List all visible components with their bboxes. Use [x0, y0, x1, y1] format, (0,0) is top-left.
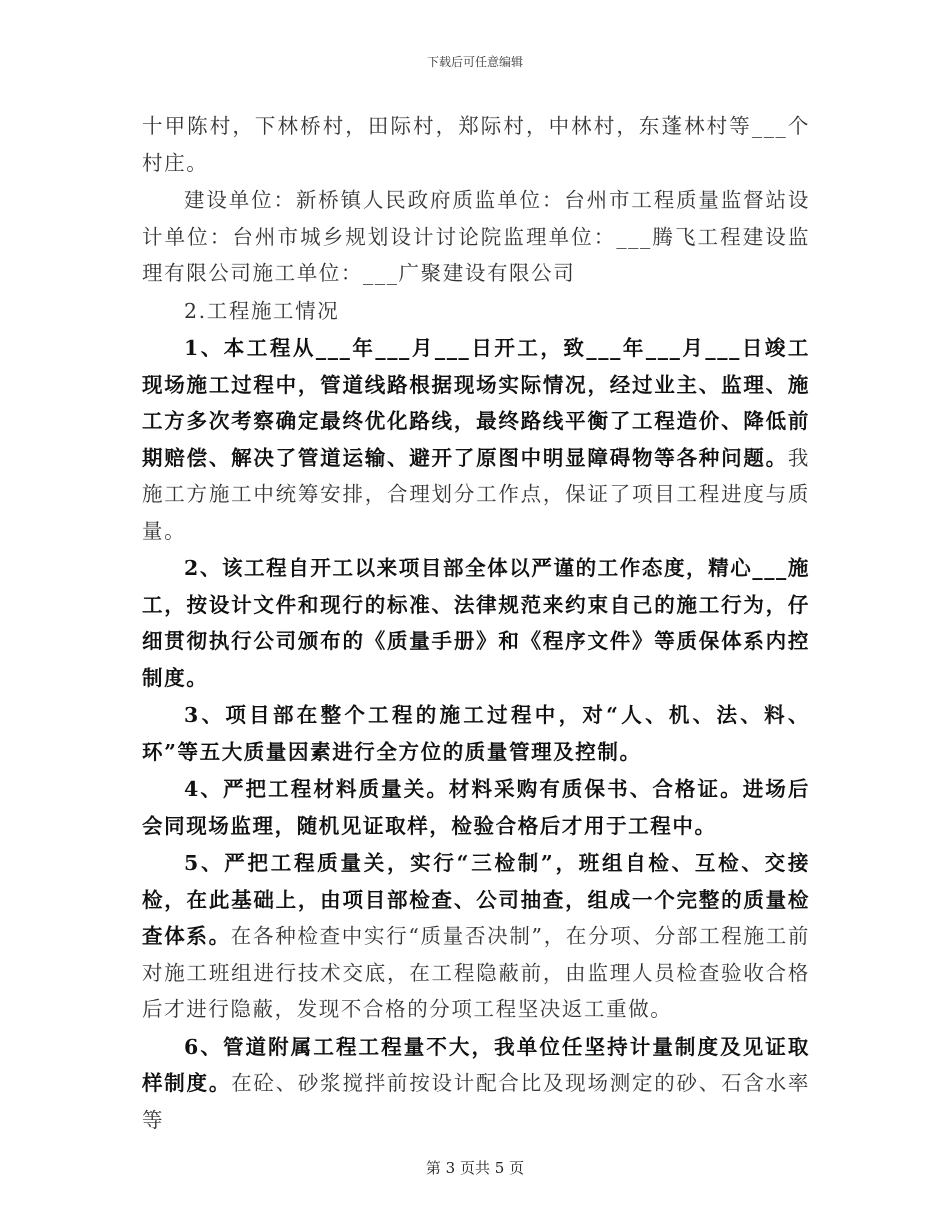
- paragraph-item-1: [142, 330, 810, 549]
- paragraph-item-5: [142, 845, 810, 1028]
- paragraph-item-6-bold: 6、管道附属工程工程量不大，我单位任坚持计量制度及见证取样制度。: [142, 1034, 810, 1095]
- paragraph-item-3: 3、项目部在整个工程的施工过程中，对“人、机、法、料、环”等五大质量因素进行全方位的质量管理及控制。: [142, 703, 810, 764]
- page-footer: 第 3 页共 5 页: [425, 1159, 525, 1177]
- paragraph-item-5-bold: 5、严把工程质量关，实行“三检制”，班组自检、互检、交接检，在此基础上，由项目部检查、公司抽查，组成一个完整的质量检查体系。: [142, 851, 810, 948]
- paragraph-item-1-normal: 我施工方施工中统筹安排，合理划分工作点，保证了项目工程进度与质量。: [142, 445, 810, 543]
- paragraph-item-2: 2、该工程自开工以来项目部全体以严谨的工作态度，精心___施工，按设计文件和现行的标准、法律规范来约束自己的施工行为，仔细贯彻执行公司颁布的《质量手册》和《程序文件》等质保体系内控制度。: [142, 556, 811, 690]
- paragraph-units: 建设单位：新桥镇人民政府质监单位：台州市工程质量监督站设计单位：台州市城乡规划设计讨论院监理单位：___腾飞工程建设监理有限公司施工单位：___广聚建设有限公司: [142, 188, 810, 285]
- page-header: 下载后可任意编辑: [426, 55, 523, 69]
- paragraph-item-6: [142, 1029, 810, 1139]
- paragraph-villages: 十甲陈村，下林桥村，田际村，郑际村，中林村，东蓬林村等___个村庄。: [142, 114, 810, 175]
- paragraph-item-5-normal: 在各种检查中实行“质量否决制”，在分项、分部工程施工前对施工班组进行技术交底，在工程隐蔽前，由监理人员检查验收合格后才进行隐蔽，发现不合格的分项工程坚决返工重做。: [142, 924, 810, 1021]
- paragraph-item-1-bold: 1、本工程从___年___月___日开工，致___年___月___日竣工现场施工过程中，管道线路根据现场实际情况，经过业主、监理、施工方多次考察确定最终优化路线，最终路线平衡了工程造价、降低前期赔偿、解决了管道运输、避开了原图中明显障碍物等各种问题。: [142, 336, 810, 470]
- paragraph-item-6-normal: 在砼、砂浆搅拌前按设计配合比及现场测定的砂、石含水率等: [142, 1071, 810, 1132]
- section-heading: 2.工程施工情况: [184, 298, 340, 323]
- document-body: [142, 108, 810, 1139]
- paragraph-item-4: 4、严把工程材料质量关。材料采购有质保书、合格证。进场后会同现场监理，随机见证取样，检验合格后才用于工程中。: [142, 777, 810, 838]
